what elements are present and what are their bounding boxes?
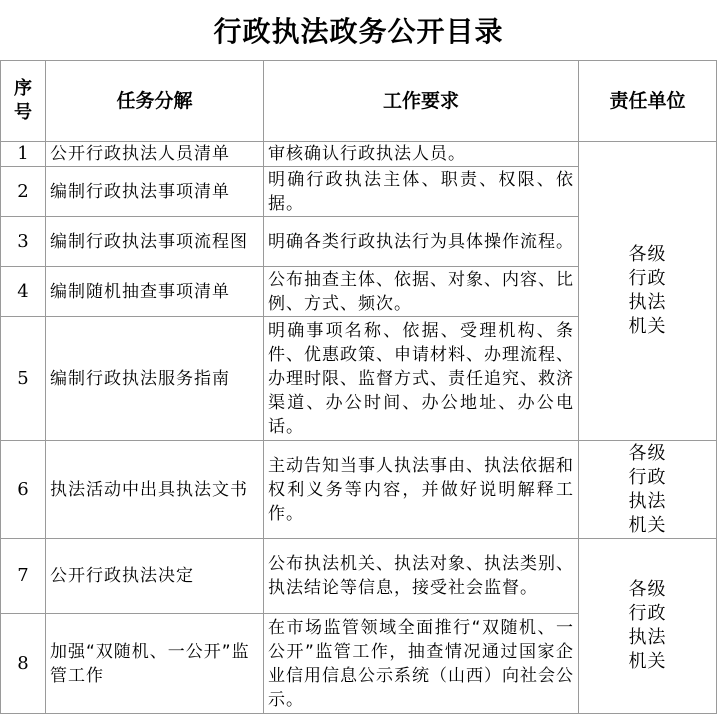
table-row (1, 539, 717, 614)
row-task: 编制行政执法事项流程图 (46, 217, 264, 267)
row-requirement: 主动告知当事人执法事由、执法依据和权利义务等内容，并做好说明解释工作。 (264, 441, 579, 539)
row-unit: 各级行政执法机关 (579, 142, 717, 441)
table-row (1, 142, 717, 167)
row-number: 8 (1, 614, 46, 714)
row-task: 编制随机抽查事项清单 (46, 267, 264, 317)
row-requirement: 审核确认行政执法人员。 (264, 142, 579, 167)
table-header-row (1, 61, 717, 142)
header-task: 任务分解 (46, 61, 264, 142)
row-requirement: 在市场监管领域全面推行“双随机、一公开”监管工作，抽查情况通过国家企业信用信息公示系统（山西）向社会公示。 (264, 614, 579, 714)
row-unit: 各级行政执法机关 (579, 539, 717, 714)
row-task: 编制行政执法服务指南 (46, 317, 264, 441)
row-task: 执法活动中出具执法文书 (46, 441, 264, 539)
row-requirement: 明确各类行政执法行为具体操作流程。 (264, 217, 579, 267)
row-number: 6 (1, 441, 46, 539)
header-requirement: 工作要求 (264, 61, 579, 142)
row-task: 加强“双随机、一公开”监管工作 (46, 614, 264, 714)
row-number: 7 (1, 539, 46, 614)
row-task: 公开行政执法决定 (46, 539, 264, 614)
row-unit: 各级行政执法机关 (579, 441, 717, 539)
row-requirement: 明确事项名称、依据、受理机构、条件、优惠政策、申请材料、办理流程、办理时限、监督方式、责任追究、救济渠道、办公时间、办公地址、办公电话。 (264, 317, 579, 441)
row-requirement: 公布抽查主体、依据、对象、内容、比例、方式、频次。 (264, 267, 579, 317)
header-seq: 序号 (1, 61, 46, 142)
row-number: 2 (1, 167, 46, 217)
row-number: 3 (1, 217, 46, 267)
header-unit: 责任单位 (579, 61, 717, 142)
page-title: 行政执法政务公开目录 (213, 15, 504, 48)
row-number: 4 (1, 267, 46, 317)
row-number: 1 (1, 142, 46, 167)
row-number: 5 (1, 317, 46, 441)
row-task: 公开行政执法人员清单 (46, 142, 264, 167)
disclosure-table (0, 60, 717, 714)
row-requirement: 公布执法机关、执法对象、执法类别、执法结论等信息，接受社会监督。 (264, 539, 579, 614)
table-row (1, 441, 717, 539)
row-task: 编制行政执法事项清单 (46, 167, 264, 217)
row-requirement: 明确行政执法主体、职责、权限、依据。 (264, 167, 579, 217)
